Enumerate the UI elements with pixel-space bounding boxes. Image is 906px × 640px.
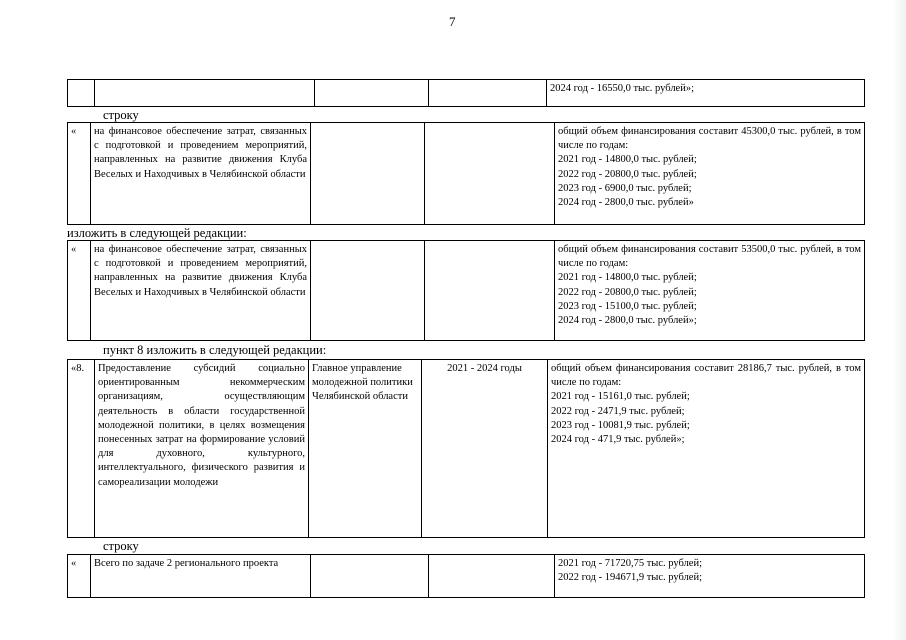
- table-cell: [424, 123, 554, 224]
- table-cell: [67, 80, 94, 106]
- table-cell: на финансовое обеспечение затрат, связанных с подготовкой и проведением мероприятий, направленных на развитие движения Клуба Веселых и Находчивых в Челябинской области: [90, 123, 310, 224]
- table-cell: [310, 555, 428, 597]
- table-cell: 2021 - 2024 годы: [421, 360, 547, 537]
- table-cell: общий объем финансирования составит 53500,0 тыс. рублей, в том числе по годам: 2021 год - 14800,0 тыс. рублей; 2022 год - 20800,0 тыс. рублей; 2023 год - 15100,0 тыс. рублей; 2024 год - 2800,0 тыс. рублей»;: [554, 241, 865, 340]
- section-caption: строку: [103, 108, 139, 122]
- table-row: [67, 79, 865, 107]
- section-caption: изложить в следующей редакции:: [67, 226, 247, 240]
- table-cell: Всего по задаче 2 регионального проекта: [90, 555, 310, 597]
- table-cell: «: [67, 123, 90, 224]
- section-caption: пункт 8 изложить в следующей редакции:: [103, 343, 327, 357]
- table-cell: [424, 241, 554, 340]
- table-cell: Предоставление субсидий социально ориентированным некоммерческим организациям, осуществляющим деятельность в области государственной молодежной политики, в целях возмещения понесенных затрат на формирование условий для духовного, культурного, интеллектуального, физического развития и самореализации молодежи: [94, 360, 308, 537]
- table-cell: 2024 год - 16550,0 тыс. рублей»;: [546, 80, 865, 106]
- table-cell: «8.: [67, 360, 94, 537]
- table-cell: «: [67, 241, 90, 340]
- table-cell: общий объем финансирования составит 45300,0 тыс. рублей, в том числе по годам: 2021 год - 14800,0 тыс. рублей; 2022 год - 20800,0 тыс. рублей; 2023 год - 6900,0 тыс. рублей; 2024 год - 2800,0 тыс. рублей»: [554, 123, 865, 224]
- table-cell: [310, 241, 424, 340]
- table-row: [67, 554, 865, 598]
- table-cell: на финансовое обеспечение затрат, связанных с подготовкой и проведением мероприятий, направленных на развитие движения Клуба Веселых и Находчивых в Челябинской области: [90, 241, 310, 340]
- section-caption: строку: [103, 539, 139, 553]
- scan-edge-shadow: [892, 0, 906, 640]
- table-cell: [428, 80, 546, 106]
- page-number: 7: [449, 14, 456, 29]
- table-row: [67, 240, 865, 341]
- table-cell: «: [67, 555, 90, 597]
- table-cell: Главное управление молодежной политики Челябинской области: [308, 360, 421, 537]
- table-row: [67, 359, 865, 538]
- table-row: [67, 122, 865, 225]
- table-cell: [310, 123, 424, 224]
- table-cell: [428, 555, 554, 597]
- table-cell: 2021 год - 71720,75 тыс. рублей; 2022 год - 194671,9 тыс. рублей;: [554, 555, 865, 597]
- table-cell: [94, 80, 314, 106]
- table-cell: общий объем финансирования составит 28186,7 тыс. рублей, в том числе по годам: 2021 год - 15161,0 тыс. рублей; 2022 год - 2471,9 тыс. рублей; 2023 год - 10081,9 тыс. рублей; 2024 год - 471,9 тыс. рублей»;: [547, 360, 865, 537]
- table-cell: [314, 80, 428, 106]
